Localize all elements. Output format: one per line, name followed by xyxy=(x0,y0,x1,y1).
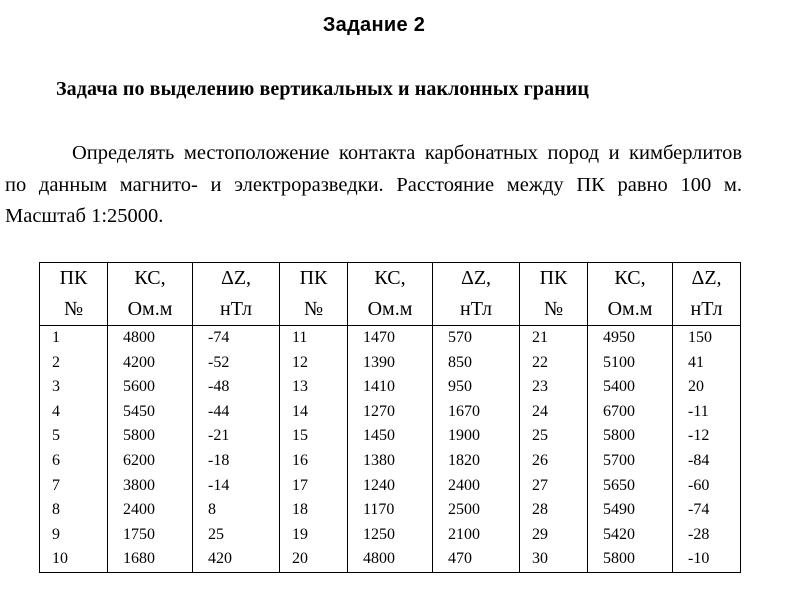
table-cell: 1390 xyxy=(348,351,433,376)
table-cell: 1270 xyxy=(348,400,433,425)
table-cell: 5420 xyxy=(588,523,673,548)
table-cell: 15 xyxy=(280,424,348,449)
table-cell: 5600 xyxy=(108,375,193,400)
table-cell: 1240 xyxy=(348,474,433,499)
table-cell: 4200 xyxy=(108,351,193,376)
table-cell: 23 xyxy=(520,375,588,400)
table-cell: -14 xyxy=(193,474,280,499)
column-header-unit: № xyxy=(543,298,564,320)
table-cell: 4950 xyxy=(588,326,673,351)
table-row xyxy=(40,326,741,351)
table-cell: 10 xyxy=(40,547,108,572)
table-cell: 1 xyxy=(40,326,108,351)
table-cell: -28 xyxy=(688,525,710,543)
table-cell: -10 xyxy=(688,550,710,568)
table-cell: 3 xyxy=(40,375,108,400)
table-cell: 1450 xyxy=(348,424,433,449)
table-cell: 9 xyxy=(40,523,108,548)
task-subtitle: Задача по выделению вертикальных и наклонных границ xyxy=(56,78,590,100)
column-header-name: ΔZ, xyxy=(691,267,722,289)
table-row xyxy=(40,547,741,572)
table-header-row xyxy=(40,263,741,326)
table-cell: -12 xyxy=(688,427,710,445)
table-cell: 16 xyxy=(280,449,348,474)
table-row xyxy=(40,424,741,449)
column-header xyxy=(108,263,193,326)
table-cell: 6700 xyxy=(588,400,673,425)
table-cell: 20 xyxy=(280,547,348,572)
table-cell: 6200 xyxy=(108,449,193,474)
table-cell: 26 xyxy=(520,449,588,474)
table-cell: 2 xyxy=(40,351,108,376)
table-cell: -21 xyxy=(193,424,280,449)
table-cell: 1250 xyxy=(348,523,433,548)
column-header-unit: № xyxy=(63,298,84,320)
table-cell: -18 xyxy=(193,449,280,474)
table-cell: 12 xyxy=(280,351,348,376)
column-header-unit: Ом.м xyxy=(607,298,653,320)
column-header-name: КС, xyxy=(374,267,406,289)
table-cell: 22 xyxy=(520,351,588,376)
table-cell: 21 xyxy=(520,326,588,351)
table-cell: 1670 xyxy=(433,400,520,425)
column-header-unit: нТл xyxy=(690,298,723,320)
table-row xyxy=(40,351,741,376)
column-header-unit: № xyxy=(303,298,324,320)
column-header-unit: Ом.м xyxy=(127,298,173,320)
table-cell: -11 xyxy=(688,402,709,420)
table-cell: 5800 xyxy=(108,424,193,449)
table-cell: 5400 xyxy=(588,375,673,400)
table-cell: -84 xyxy=(688,451,710,469)
column-header xyxy=(433,263,520,326)
table-cell: 2400 xyxy=(433,474,520,499)
column-header-unit: нТл xyxy=(220,298,252,320)
table-cell: 4 xyxy=(40,400,108,425)
table-cell: 1470 xyxy=(348,326,433,351)
table-row xyxy=(40,375,741,400)
table-cell: 1900 xyxy=(433,424,520,449)
column-header xyxy=(193,263,280,326)
table-cell: 19 xyxy=(280,523,348,548)
table-cell: 25 xyxy=(520,424,588,449)
table-cell: 20 xyxy=(688,378,704,396)
table-cell: 11 xyxy=(280,326,348,351)
task-description: Определять местоположение контакта карбонатных пород и кимберлитов по данным магнито- и электроразведки. Расстояние между ПК равно 100 м. Масштаб 1:25000. xyxy=(5,142,742,227)
table-cell: 850 xyxy=(433,351,520,376)
table-cell: 6 xyxy=(40,449,108,474)
table-cell: 2500 xyxy=(433,498,520,523)
data-table xyxy=(39,262,741,573)
table-cell: 1170 xyxy=(348,498,433,523)
table-cell: 1750 xyxy=(108,523,193,548)
column-header xyxy=(280,263,348,326)
table-row xyxy=(40,523,741,548)
table-cell: 5800 xyxy=(588,547,673,572)
column-header xyxy=(348,263,433,326)
table-cell: 28 xyxy=(520,498,588,523)
column-header-name: ΔZ, xyxy=(220,267,252,289)
column-header xyxy=(588,263,673,326)
table-cell: 5450 xyxy=(108,400,193,425)
column-header-unit: нТл xyxy=(460,298,492,320)
table-cell: 17 xyxy=(280,474,348,499)
table-cell: -48 xyxy=(193,375,280,400)
table-cell: 470 xyxy=(433,547,520,572)
table-cell: 27 xyxy=(520,474,588,499)
table-cell: 41 xyxy=(688,353,704,371)
table-cell: 24 xyxy=(520,400,588,425)
table-cell: 13 xyxy=(280,375,348,400)
table-cell: 5490 xyxy=(588,498,673,523)
table-cell: 18 xyxy=(280,498,348,523)
table-cell: 420 xyxy=(193,547,280,572)
column-header xyxy=(40,263,108,326)
column-header xyxy=(673,263,741,326)
table-cell: 5650 xyxy=(588,474,673,499)
table-cell: 25 xyxy=(193,523,280,548)
column-header-name: ПК xyxy=(59,267,88,289)
table-cell: 1380 xyxy=(348,449,433,474)
table-row xyxy=(40,400,741,425)
table-cell: 4800 xyxy=(108,326,193,351)
table-cell: 8 xyxy=(40,498,108,523)
table-cell: 5 xyxy=(40,424,108,449)
column-header xyxy=(520,263,588,326)
table-cell: 14 xyxy=(280,400,348,425)
table-cell: 4800 xyxy=(348,547,433,572)
table-cell: 2400 xyxy=(108,498,193,523)
table-cell: 29 xyxy=(520,523,588,548)
column-header-name: ПК xyxy=(299,267,328,289)
table-cell: 7 xyxy=(40,474,108,499)
table-cell: 570 xyxy=(433,326,520,351)
table-cell: -44 xyxy=(193,400,280,425)
table-cell: 2100 xyxy=(433,523,520,548)
table-cell: 3800 xyxy=(108,474,193,499)
table-cell: 5700 xyxy=(588,449,673,474)
table-cell: 8 xyxy=(193,498,280,523)
table-cell: 1680 xyxy=(108,547,193,572)
table-cell: -74 xyxy=(688,501,710,519)
column-header-name: ПК xyxy=(539,267,568,289)
table-cell: 1820 xyxy=(433,449,520,474)
table-cell: -52 xyxy=(193,351,280,376)
table-row xyxy=(40,449,741,474)
task-title: Задание 2 xyxy=(322,14,426,36)
table-row xyxy=(40,474,741,499)
table-cell: 150 xyxy=(688,329,712,346)
table-cell: -74 xyxy=(193,326,280,351)
column-header-unit: Ом.м xyxy=(367,298,413,320)
table-cell: 5100 xyxy=(588,351,673,376)
table-cell: 950 xyxy=(433,375,520,400)
column-header-name: КС, xyxy=(614,267,646,289)
table-cell: 5800 xyxy=(588,424,673,449)
table-cell: 30 xyxy=(520,547,588,572)
table-cell: 1410 xyxy=(348,375,433,400)
table-row xyxy=(40,498,741,523)
column-header-name: КС, xyxy=(134,267,166,289)
table-body xyxy=(40,326,741,573)
column-header-name: ΔZ, xyxy=(460,267,492,289)
table-cell: -60 xyxy=(688,476,710,494)
